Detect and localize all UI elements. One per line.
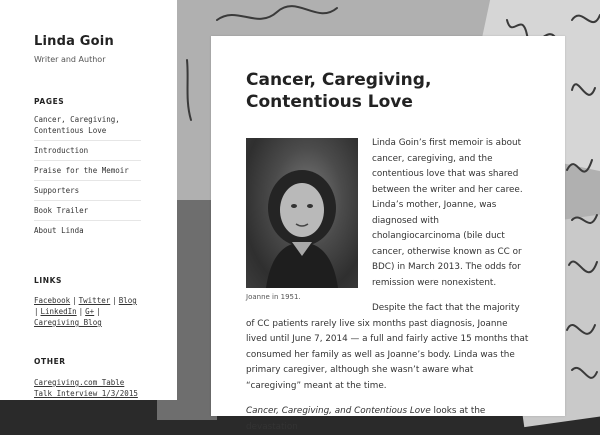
link-google-plus[interactable]: G+ [85, 307, 95, 316]
pages-widget [34, 97, 141, 240]
link-separator: | [34, 307, 39, 316]
page-link-cancer-caregiving[interactable]: Cancer, Caregiving, Contentious Love [34, 115, 120, 135]
sidebar [0, 0, 177, 400]
paragraph-3-text: looks at the devastation [246, 406, 486, 432]
article-figure [246, 138, 358, 302]
link-twitter[interactable]: Twitter [78, 296, 111, 305]
pages-widget-title: PAGES [34, 97, 65, 106]
book-title-emphasis: Cancer, Caregiving, and Contentious Love [246, 406, 431, 416]
page-link-praise[interactable]: Praise for the Memoir [34, 160, 141, 180]
article-paragraph-2: Despite the fact that the majority of CC patients rarely live six months past diagnosis, Joanne lived until June 7, 2014 — a full and fairly active 15 months that consumed her family as well as Joanne’s body. Linda was the primary caregiver, although she wasn’t aware what “caregiving” meant at the time. [246, 303, 529, 391]
link-caregiving-blog[interactable]: Caregiving Blog [34, 318, 102, 327]
page-link-about-linda[interactable]: About Linda [34, 220, 141, 240]
site-description: Writer and Author [34, 55, 106, 64]
photo-caption: Joanne in 1951. [246, 293, 301, 301]
link-separator: | [96, 307, 101, 316]
other-widget [34, 357, 141, 399]
links-widget-title: LINKS [34, 276, 63, 285]
page-link-introduction[interactable]: Introduction [34, 140, 141, 160]
link-linkedin[interactable]: LinkedIn [40, 307, 77, 316]
article-content [246, 136, 530, 435]
site-title[interactable]: Linda Goin [34, 34, 114, 49]
page-link-book-trailer[interactable]: Book Trailer [34, 200, 141, 220]
portrait-silhouette [246, 138, 358, 288]
link-separator: | [72, 296, 77, 305]
other-link-interview[interactable]: Caregiving.com Table Talk Interview 1/3/2015 [34, 378, 138, 398]
article-title[interactable]: Cancer, Caregiving, Contentious Love [246, 70, 432, 112]
link-separator: | [112, 296, 117, 305]
link-blog[interactable]: Blog [118, 296, 137, 305]
links-widget [34, 276, 141, 328]
link-separator: | [78, 307, 84, 316]
article-paragraph-3 [246, 404, 530, 435]
other-widget-title: OTHER [34, 357, 66, 366]
joanne-photo[interactable] [246, 138, 358, 288]
links-list [34, 295, 141, 328]
link-facebook[interactable]: Facebook [34, 296, 71, 305]
article-card [211, 36, 565, 432]
article-paragraph-1: Linda Goin’s first memoir is about cancer, caregiving, and the contentious love that was shared between the writer and her caree. Linda’s mother, Joanne, was diagnosed with cholangiocarcinoma (bile duct cancer, otherwise known as CC or BDC) in March 2013. The odds for remission were nonexistent. [372, 138, 523, 288]
page-link-supporters[interactable]: Supporters [34, 180, 141, 200]
